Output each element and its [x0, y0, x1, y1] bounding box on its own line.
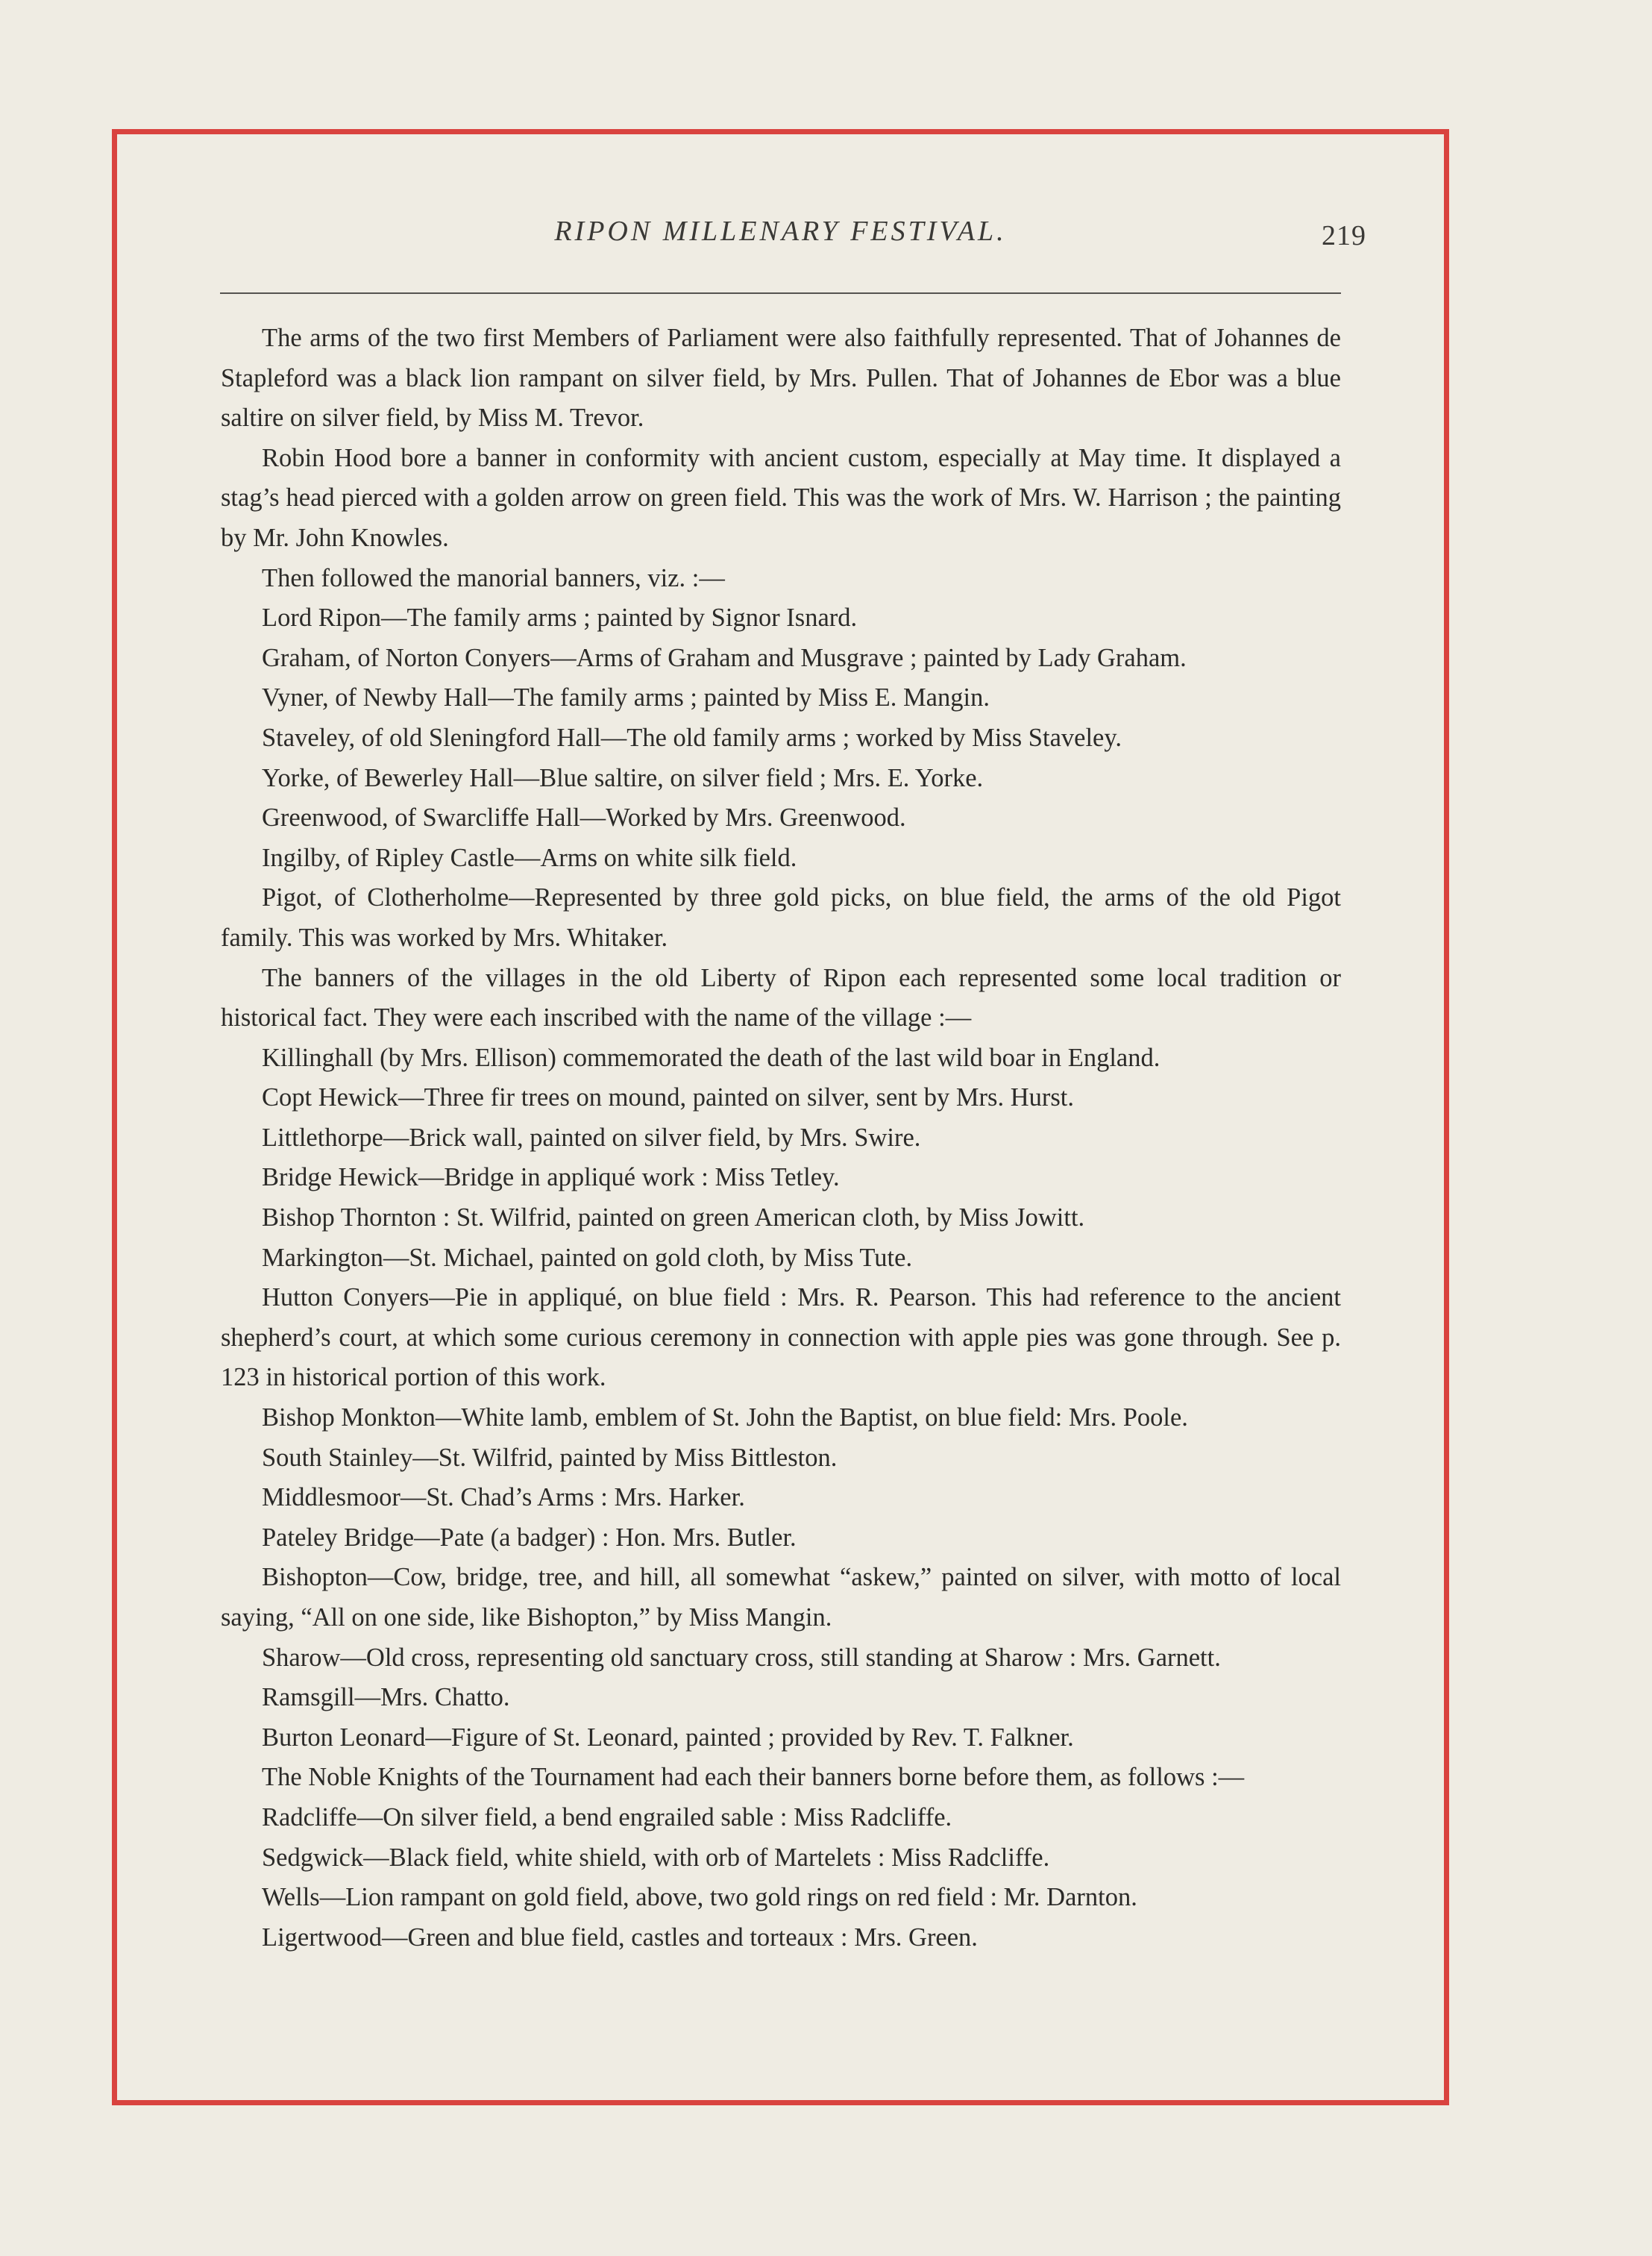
list-item: Ramsgill—Mrs. Chatto.	[262, 1683, 510, 1712]
list-item: Hutton Conyers—Pie in appliqué, on blue field : Mrs. R. Pearson. This had reference to the ancient shepherd’s court, at which some curious ceremony in connection with apple pies was gone through. See p. 123 in historical portion of this work.	[221, 1283, 1341, 1392]
paragraph-knights-intro: The Noble Knights of the Tournament had each their banners borne before them, as follows :—	[262, 1763, 1245, 1792]
list-item: Burton Leonard—Figure of St. Leonard, painted ; provided by Rev. T. Falkner.	[262, 1723, 1074, 1752]
body-text	[221, 319, 1341, 1958]
list-item: Bishop Thornton : St. Wilfrid, painted on green American cloth, by Miss Jowitt.	[262, 1203, 1085, 1232]
list-item: Radcliffe—On silver field, a bend engrailed sable : Miss Radcliffe.	[262, 1802, 952, 1832]
list-item: Staveley, of old Sleningford Hall—The old family arms ; worked by Miss Staveley.	[262, 723, 1122, 752]
list-item: South Stainley—St. Wilfrid, painted by Miss Bittleston.	[262, 1443, 838, 1472]
list-item: Vyner, of Newby Hall—The family arms ; painted by Miss E. Mangin.	[262, 683, 990, 712]
list-item: Bishopton—Cow, bridge, tree, and hill, all somewhat “askew,” painted on silver, with motto of local saying, “All on one side, like Bishopton,” by Miss Mangin.	[221, 1563, 1341, 1632]
list-item: Pigot, of Clotherholme—Represented by three gold picks, on blue field, the arms of the old Pigot family. This was worked by Mrs. Whitaker.	[221, 883, 1341, 952]
list-item: Markington—St. Michael, painted on gold cloth, by Miss Tute.	[262, 1243, 913, 1272]
list-item: Ingilby, of Ripley Castle—Arms on white silk field.	[262, 843, 797, 872]
page-border-frame	[112, 129, 1449, 2105]
list-item: Copt Hewick—Three fir trees on mound, painted on silver, sent by Mrs. Hurst.	[262, 1083, 1074, 1112]
paragraph-manorial-intro: Then followed the manorial banners, viz. :—	[262, 563, 725, 592]
list-item: Pateley Bridge—Pate (a badger) : Hon. Mrs. Butler.	[262, 1523, 797, 1552]
list-item: Killinghall (by Mrs. Ellison) commemorated the death of the last wild boar in England.	[262, 1043, 1161, 1072]
header-rule	[220, 292, 1341, 294]
list-item: Bishop Monkton—White lamb, emblem of St. John the Baptist, on blue field: Mrs. Poole.	[262, 1403, 1188, 1432]
paragraph-village-banners-intro: The banners of the villages in the old Liberty of Ripon each represented some local tradition or historical fact. They were each inscribed with the name of the village :—	[221, 963, 1341, 1033]
list-item: Middlesmoor—St. Chad’s Arms : Mrs. Harker.	[262, 1483, 745, 1512]
running-title: RIPON MILLENARY FESTIVAL.	[554, 216, 1007, 247]
list-item: Bridge Hewick—Bridge in appliqué work : Miss Tetley.	[262, 1163, 840, 1192]
page-number: 219	[1322, 220, 1366, 251]
list-item: Yorke, of Bewerley Hall—Blue saltire, on silver field ; Mrs. E. Yorke.	[262, 763, 984, 792]
list-item: Littlethorpe—Brick wall, painted on silver field, by Mrs. Swire.	[262, 1123, 921, 1152]
list-item: Sharow—Old cross, representing old sanctuary cross, still standing at Sharow : Mrs. Garnett.	[262, 1643, 1221, 1672]
list-item: Ligertwood—Green and blue field, castles and torteaux : Mrs. Green.	[262, 1923, 978, 1952]
paragraph-members-arms: The arms of the two first Members of Parliament were also faithfully represented. That of Johannes de Stapleford was a black lion rampant on silver field, by Mrs. Pullen. That of Johannes de Ebor was a blue saltire on silver field, by Miss M. Trevor.	[221, 324, 1341, 433]
list-item: Wells—Lion rampant on gold field, above, two gold rings on red field : Mr. Darnton.	[262, 1883, 1137, 1912]
paragraph-robin-hood: Robin Hood bore a banner in conformity with ancient custom, especially at May time. It displayed a stag’s head pierced with a golden arrow on green field. This was the work of Mrs. W. Harrison ; the painting by Mr. John Knowles.	[221, 443, 1341, 552]
list-item: Greenwood, of Swarcliffe Hall—Worked by Mrs. Greenwood.	[262, 803, 906, 833]
list-item: Graham, of Norton Conyers—Arms of Graham and Musgrave ; painted by Lady Graham.	[262, 643, 1187, 672]
list-item: Sedgwick—Black field, white shield, with orb of Martelets : Miss Radcliffe.	[262, 1843, 1050, 1872]
list-item: Lord Ripon—The family arms ; painted by Signor Isnard.	[262, 604, 858, 633]
